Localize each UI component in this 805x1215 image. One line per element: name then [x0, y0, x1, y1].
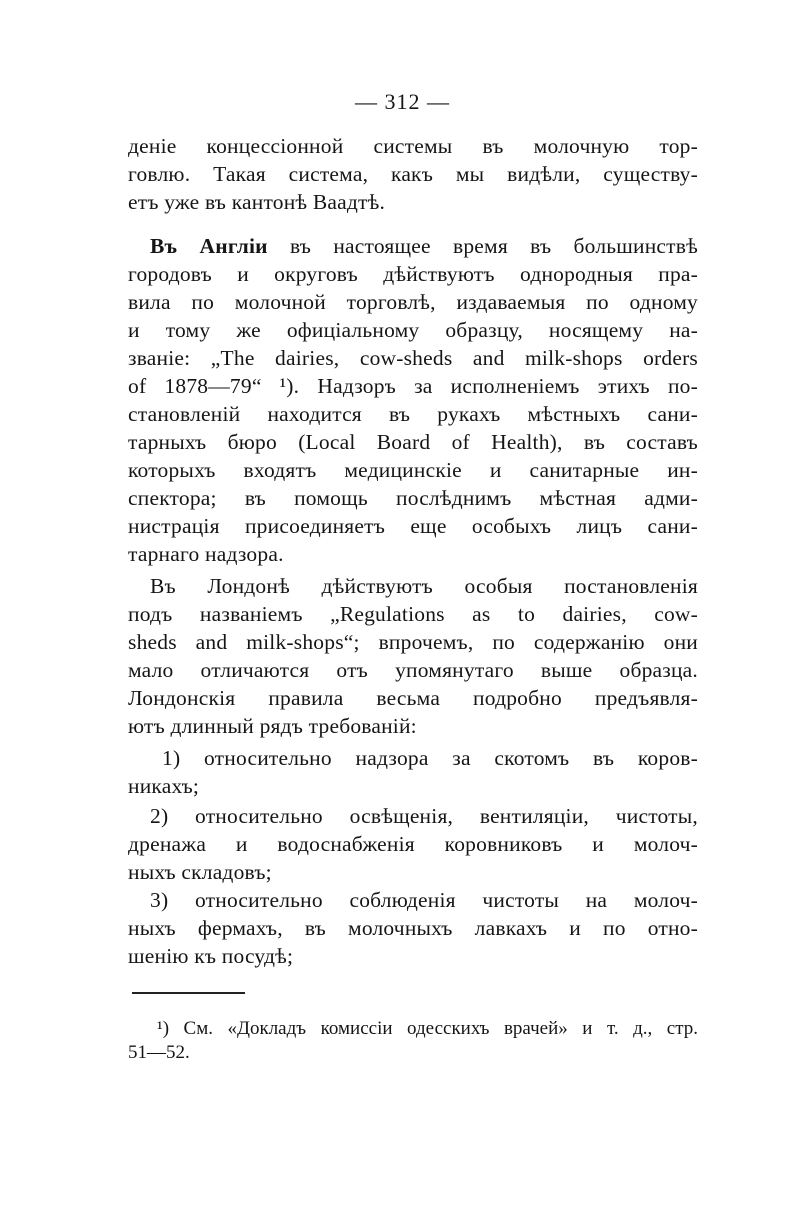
text-line: шенію къ посудѣ;: [128, 944, 294, 968]
text-line: sheds and milk-shops“; впрочемъ, по содержанію они: [128, 630, 698, 654]
text-line: of 1878—79“ ¹). Надзоръ за исполненіемъ этихъ по-: [128, 374, 698, 398]
text-line: Въ Лондонѣ дѣйствуютъ особыя постановленія: [150, 574, 698, 598]
text-line: ныхъ складовъ;: [128, 860, 272, 884]
text-line: тарнаго надзора.: [128, 542, 284, 566]
bold-heading-word: Въ Англіи: [150, 234, 268, 258]
text-line: никахъ;: [128, 774, 200, 798]
text-line: говлю. Такая система, какъ мы видѣли, существу-: [128, 162, 698, 186]
text-line: тарныхъ бюро (Local Board of Health), въ составъ: [128, 430, 698, 454]
text-line: становленій находится въ рукахъ мѣстныхъ сани-: [128, 402, 698, 426]
paragraph-first-line: [150, 232, 698, 260]
text-line: званіе: „The dairies, cow-sheds and milk-shops orders: [128, 346, 698, 370]
text-line: ныхъ фермахъ, въ молочныхъ лавкахъ и по отно-: [128, 916, 698, 940]
text-line: нистрація присоединяетъ еще особыхъ лицъ сани-: [128, 514, 698, 538]
text-line: дренажа и водоснабженія коровниковъ и молоч-: [128, 832, 698, 856]
page-number: — 312 —: [355, 89, 450, 114]
text-span: въ настоящее время въ большинствѣ: [267, 234, 698, 258]
text-line: спектора; въ помощь послѣднимъ мѣстная адми-: [128, 486, 698, 510]
text-line: Лондонскія правила весьма подробно предъявля-: [128, 686, 698, 710]
list-item: 3) относительно соблюденія чистоты на молоч-: [150, 888, 698, 912]
text-line: городовъ и округовъ дѣйствуютъ однородныя пра-: [128, 262, 698, 286]
text-line: вила по молочной торговлѣ, издаваемыя по одному: [128, 290, 698, 314]
text-line: подъ названіемъ „Regulations as to dairies, cow-: [128, 602, 698, 626]
footnote-marker: ¹): [157, 1018, 170, 1039]
text-line: и тому же офиціальному образцу, носящему на-: [128, 318, 698, 342]
list-item: 2) относительно освѣщенія, вентиляціи, чистоты,: [150, 804, 698, 828]
text-line: мало отличаются отъ упомянутаго выше образца.: [128, 658, 698, 682]
footnote-line: 51—52.: [128, 1042, 190, 1063]
footnote-separator: [132, 992, 245, 994]
text-line: деніе концессіонной системы въ молочную тор-: [128, 134, 698, 158]
footnote-text: См. «Докладъ комиссіи одесскихъ врачей» и т. д., стр.: [169, 1018, 698, 1039]
footnote-line: [157, 1016, 698, 1042]
list-item: 1) относительно надзора за скотомъ въ коров-: [162, 746, 698, 770]
text-line: ютъ длинный рядъ требованій:: [128, 714, 417, 738]
text-line: етъ уже въ кантонѣ Ваадтѣ.: [128, 190, 386, 214]
text-line: которыхъ входятъ медицинскіе и санитарные ин-: [128, 458, 698, 482]
